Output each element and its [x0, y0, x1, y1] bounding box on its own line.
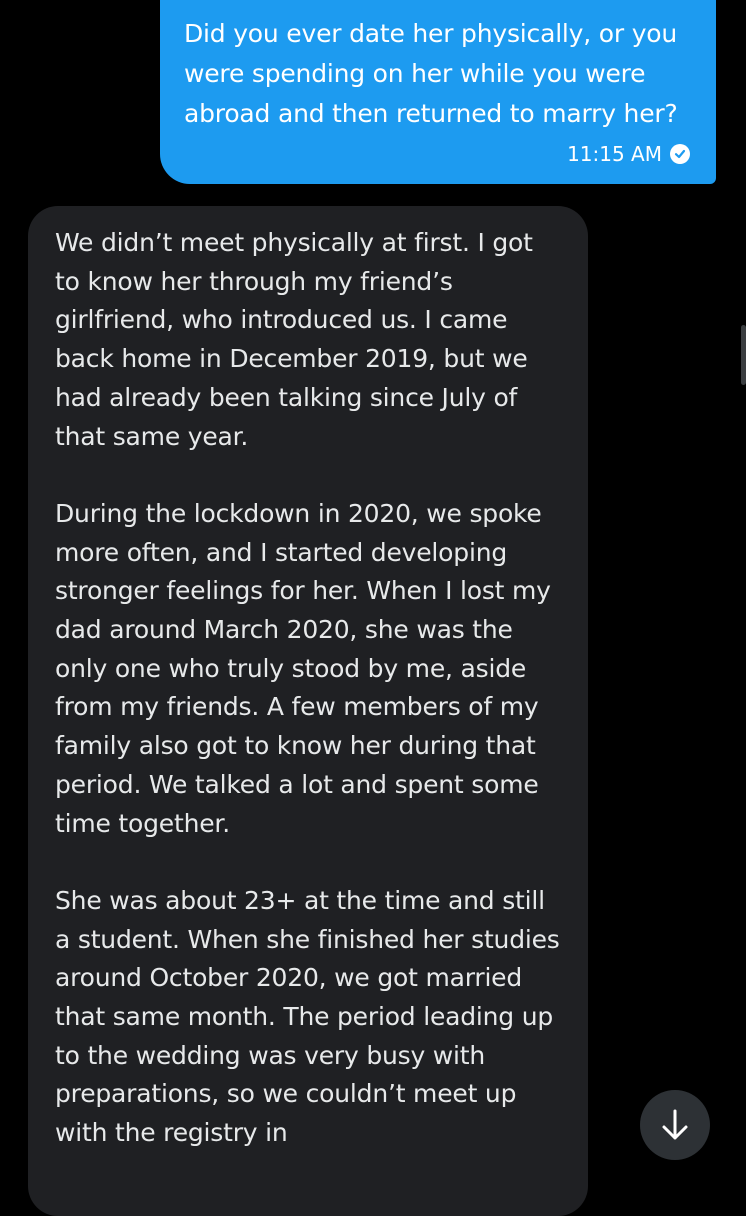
read-check-icon: [670, 144, 690, 164]
sent-message-time: 11:15 AM: [567, 142, 662, 166]
sent-message-meta: [567, 142, 690, 166]
scroll-down-button[interactable]: [640, 1090, 710, 1160]
arrow-down-icon: [660, 1108, 690, 1142]
received-message-bubble[interactable]: [28, 206, 588, 1216]
sent-message-text: Did you ever date her physically, or you were spending on her while you were abroad and then returned to marry her?: [184, 19, 678, 128]
scrollbar[interactable]: [741, 325, 746, 385]
sent-message-bubble[interactable]: [160, 0, 716, 184]
received-message-paragraph: During the lockdown in 2020, we spoke more often, and I started developing stronger feelings for her. When I lost my dad around March 2020, she was the only one who truly stood by me, aside from my friends. A few members of my family also got to know her during that period. We talked a lot and spent some time together.: [55, 498, 551, 838]
received-message-paragraph: We didn’t meet physically at first. I got to know her through my friend’s girlfriend, who introduced us. I came back home in December 2019, but we had already been talking since July of that same year.: [55, 228, 533, 451]
received-message-paragraph: She was about 23+ at the time and still a student. When she finished her studies around October 2020, we got married that same month. The period leading up to the wedding was very busy with preparations, so we couldn’t meet up with the registry in: [55, 885, 560, 1148]
